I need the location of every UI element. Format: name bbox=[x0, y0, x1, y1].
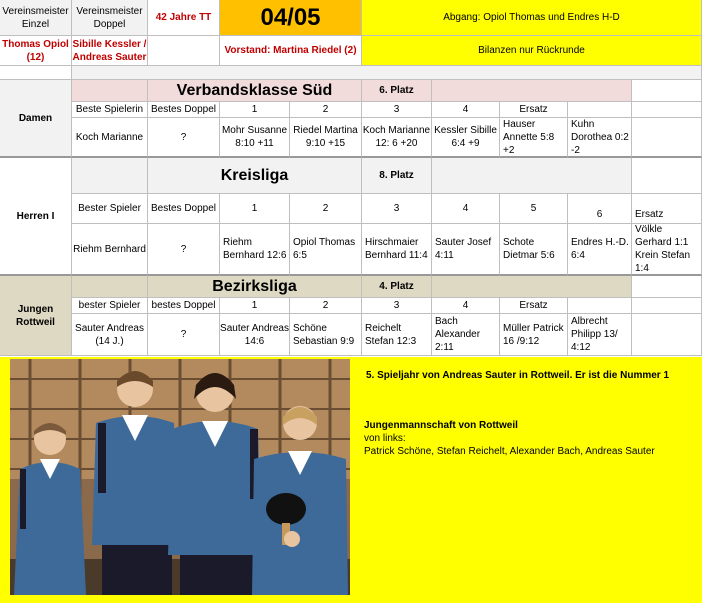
best-player-herren: Riehm Bernhard bbox=[72, 224, 148, 276]
bilanzen-text: Bilanzen nur Rückrunde bbox=[362, 36, 702, 66]
spacer bbox=[632, 102, 702, 118]
player-cell: Müller Patrick 16 /9:12 bbox=[500, 314, 568, 356]
spacer bbox=[0, 66, 72, 80]
player-cell: Hirschmaier Bernhard 11:4 bbox=[362, 224, 432, 276]
col-header: Bestes Doppel bbox=[148, 102, 220, 118]
vm-doppel-label: Vereinsmeister Doppel bbox=[72, 0, 148, 36]
col-header: Ersatz bbox=[500, 298, 568, 314]
player-cell: Riedel Martina 9:10 +15 bbox=[290, 118, 362, 158]
best-player-damen: Koch Marianne bbox=[72, 118, 148, 158]
spacer bbox=[632, 80, 702, 102]
col-header: 4 bbox=[432, 298, 500, 314]
player-cell: Koch Marianne 12: 6 +20 bbox=[362, 118, 432, 158]
spacer bbox=[72, 80, 148, 102]
platz-herren: 8. Platz bbox=[362, 158, 432, 194]
best-player-jungen: Sauter Andreas (14 J.) bbox=[72, 314, 148, 356]
col-header bbox=[568, 102, 632, 118]
headline-text: 5. Spieljahr von Andreas Sauter in Rottweil. Er ist die Nummer 1 bbox=[366, 370, 670, 381]
league-jungen: Bezirksliga bbox=[148, 276, 362, 298]
jahre-label: 42 Jahre TT bbox=[148, 0, 220, 36]
col-header: 2 bbox=[290, 102, 362, 118]
col-header: 3 bbox=[362, 194, 432, 224]
spacer bbox=[432, 80, 632, 102]
team-name-damen: Damen bbox=[0, 80, 72, 158]
player-cell: Opiol Thomas 6:5 bbox=[290, 224, 362, 276]
spacer bbox=[432, 276, 632, 298]
vm-einzel-name: Thomas Opiol (12) bbox=[0, 36, 72, 66]
league-damen: Verbandsklasse Süd bbox=[148, 80, 362, 102]
platz-damen: 6. Platz bbox=[362, 80, 432, 102]
league-herren: Kreisliga bbox=[148, 158, 362, 194]
spacer bbox=[632, 298, 702, 314]
vm-doppel-name: Sibille Kessler / Andreas Sauter bbox=[72, 36, 148, 66]
player-cell: Schote Dietmar 5:6 bbox=[500, 224, 568, 276]
col-header: 4 bbox=[432, 194, 500, 224]
col-header: Ersatz bbox=[632, 194, 702, 224]
col-header: 2 bbox=[290, 298, 362, 314]
season-label: 04/05 bbox=[220, 0, 362, 36]
player-cell: Völkle Gerhard 1:1 Krein Stefan 1:4 bbox=[632, 224, 702, 276]
spacer bbox=[432, 158, 632, 194]
col-header: 1 bbox=[220, 298, 290, 314]
team-photo bbox=[10, 359, 350, 595]
player-cell: Albrecht Philipp 13/ 4:12 bbox=[568, 314, 632, 356]
col-header: 5 bbox=[500, 194, 568, 224]
spacer bbox=[632, 118, 702, 158]
caption-title: Jungenmannschaft von Rottweil bbox=[364, 420, 518, 431]
player-cell: Hauser Annette 5:8 +2 bbox=[500, 118, 568, 158]
col-header bbox=[568, 298, 632, 314]
col-header: Bestes Doppel bbox=[148, 194, 220, 224]
player-cell: Sauter Josef 4:11 bbox=[432, 224, 500, 276]
vm-einzel-label: Vereinsmeister Einzel bbox=[0, 0, 72, 36]
abgang-text: Abgang: Opiol Thomas und Endres H-D bbox=[362, 0, 702, 36]
player-cell: Reichelt Stefan 12:3 bbox=[362, 314, 432, 356]
col-header: 2 bbox=[290, 194, 362, 224]
caption-names: Patrick Schöne, Stefan Reichelt, Alexander Bach, Andreas Sauter bbox=[364, 446, 655, 457]
player-cell: Kessler Sibille 6:4 +9 bbox=[432, 118, 500, 158]
col-header: 6 bbox=[568, 194, 632, 224]
spacer bbox=[72, 276, 148, 298]
player-cell: Riehm Bernhard 12:6 bbox=[220, 224, 290, 276]
spacer bbox=[632, 314, 702, 356]
col-header: Ersatz bbox=[500, 102, 568, 118]
col-header: 3 bbox=[362, 298, 432, 314]
player-cell: Endres H.-D. 6:4 bbox=[568, 224, 632, 276]
spacer bbox=[632, 276, 702, 298]
best-doubles-herren: ? bbox=[148, 224, 220, 276]
player-cell: Kuhn Dorothea 0:2 -2 bbox=[568, 118, 632, 158]
col-header: Beste Spielerin bbox=[72, 102, 148, 118]
player-cell: Schöne Sebastian 9:9 bbox=[290, 314, 362, 356]
spacer bbox=[632, 158, 702, 194]
vorstand-text: Vorstand: Martina Riedel (2) bbox=[220, 36, 362, 66]
col-header: bestes Doppel bbox=[148, 298, 220, 314]
col-header: bester Spieler bbox=[72, 298, 148, 314]
col-header: 1 bbox=[220, 194, 290, 224]
team-name-jungen: Jungen Rottweil bbox=[0, 276, 72, 356]
player-cell: Bach Alexander 2:11 bbox=[432, 314, 500, 356]
player-cell: Mohr Susanne 8:10 +11 bbox=[220, 118, 290, 158]
spacer bbox=[72, 66, 702, 80]
col-header: 4 bbox=[432, 102, 500, 118]
team-name-herren: Herren I bbox=[0, 158, 72, 276]
player-cell: Sauter Andreas 14:6 bbox=[220, 314, 290, 356]
col-header: 1 bbox=[220, 102, 290, 118]
best-doubles-damen: ? bbox=[148, 118, 220, 158]
blank-cell bbox=[148, 36, 220, 66]
best-doubles-jungen: ? bbox=[148, 314, 220, 356]
col-header: 3 bbox=[362, 102, 432, 118]
platz-jungen: 4. Platz bbox=[362, 276, 432, 298]
spacer bbox=[72, 158, 148, 194]
col-header: Bester Spieler bbox=[72, 194, 148, 224]
caption-sub: von links: bbox=[364, 433, 406, 444]
